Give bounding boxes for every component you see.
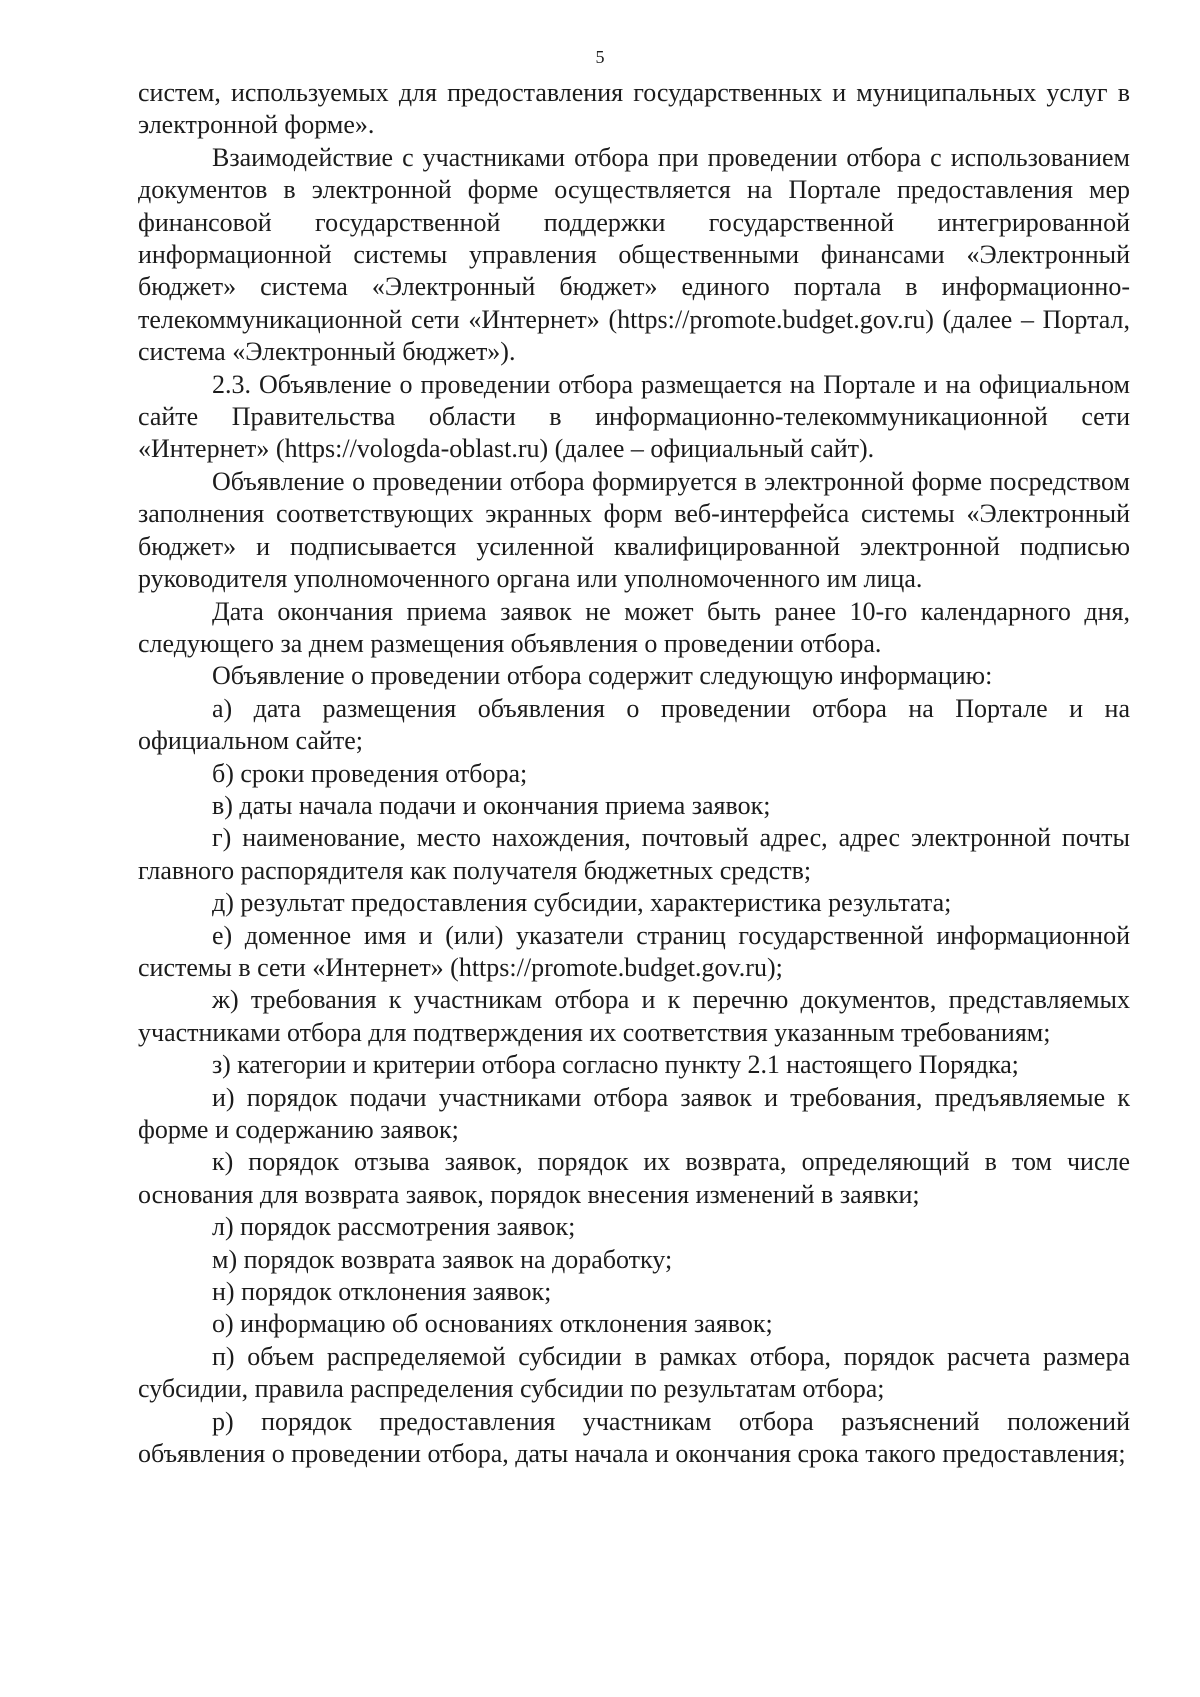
page-number: 5 xyxy=(595,47,605,67)
list-item-l: л) порядок рассмотрения заявок; xyxy=(212,1212,576,1242)
list-item-a: а) дата размещения объявления о проведении отбора на Портале и на официальном сайте; xyxy=(138,693,1130,756)
paragraph-deadline: Дата окончания приема заявок не может быть ранее 10-го календарного дня, следующего за днем размещения объявления о проведении отбора. xyxy=(138,596,1130,658)
list-item-i: и) порядок подачи участниками отбора заявок и требования, предъявляемые к форме и содержанию заявок; xyxy=(138,1082,1130,1144)
paragraph-2-3-announcement: 2.3. Объявление о проведении отбора размещается на Портале и на официальном сайте Правительства области в информационно-телекоммуникационной сети «Интернет» (https://vologda-oblast.ru) (далее – официальный сайт). xyxy=(138,369,1130,464)
list-item-zh: ж) требования к участникам отбора и к перечню документов, представляемых участниками отбора для подтверждения их соответствия указанным требованиям; xyxy=(138,985,1130,1047)
list-item-n: н) порядок отклонения заявок; xyxy=(212,1277,552,1307)
list-item-k: к) порядок отзыва заявок, порядок их возврата, определяющий в том числе основания для возврата заявок, порядок внесения изменений в заявки; xyxy=(138,1147,1130,1209)
list-item-b: б) сроки проведения отбора; xyxy=(212,758,528,788)
list-item-o: о) информацию об основаниях отклонения заявок; xyxy=(212,1309,773,1339)
paragraph-continuation: систем, используемых для предоставления государственных и муниципальных услуг в электронной форме». xyxy=(138,78,1130,140)
list-item-e: е) доменное имя и (или) указатели страниц государственной информационной системы в сети «Интернет» (https://promote.budget.gov.ru); xyxy=(138,920,1130,982)
list-item-p: п) объем распределяемой субсидии в рамках отбора, порядок расчета размера субсидии, правила распределения субсидии по результатам отбора; xyxy=(138,1341,1130,1404)
list-item-m: м) порядок возврата заявок на доработку; xyxy=(212,1244,673,1274)
document-body xyxy=(138,77,1130,1470)
paragraph-interaction-portal: Взаимодействие с участниками отбора при проведении отбора с использованием документов в электронной форме осуществляется на Портале предоставления мер финансовой государственной поддержки государственной интегрированной информационной системы управления общественными финансами «Электронный бюджет» система «Электронный бюджет» единого портала в информационно-телекоммуникационной сети «Интернет» (https://promote.budget.gov.ru) (далее – Портал, система «Электронный бюджет»). xyxy=(138,142,1130,367)
list-item-z: з) категории и критерии отбора согласно пункту 2.1 настоящего Порядка; xyxy=(212,1050,1019,1080)
list-item-g: г) наименование, место нахождения, почтовый адрес, адрес электронной почты главного распорядителя как получателя бюджетных средств; xyxy=(138,823,1130,885)
list-item-v: в) даты начала подачи и окончания приема заявок; xyxy=(212,790,771,820)
list-item-d: д) результат предоставления субсидии, характеристика результата; xyxy=(212,888,952,918)
list-item-r: р) порядок предоставления участникам отбора разъяснений положений объявления о проведении отбора, даты начала и окончания срока такого предоставления; xyxy=(138,1406,1130,1469)
paragraph-announcement-contents: Объявление о проведении отбора содержит следующую информацию: xyxy=(212,661,993,691)
paragraph-announcement-form: Объявление о проведении отбора формируется в электронной форме посредством заполнения соответствующих экранных форм веб-интерфейса системы «Электронный бюджет» и подписывается усиленной квалифицированной электронной подписью руководителя уполномоченного органа или уполномоченного им лица. xyxy=(138,466,1130,594)
